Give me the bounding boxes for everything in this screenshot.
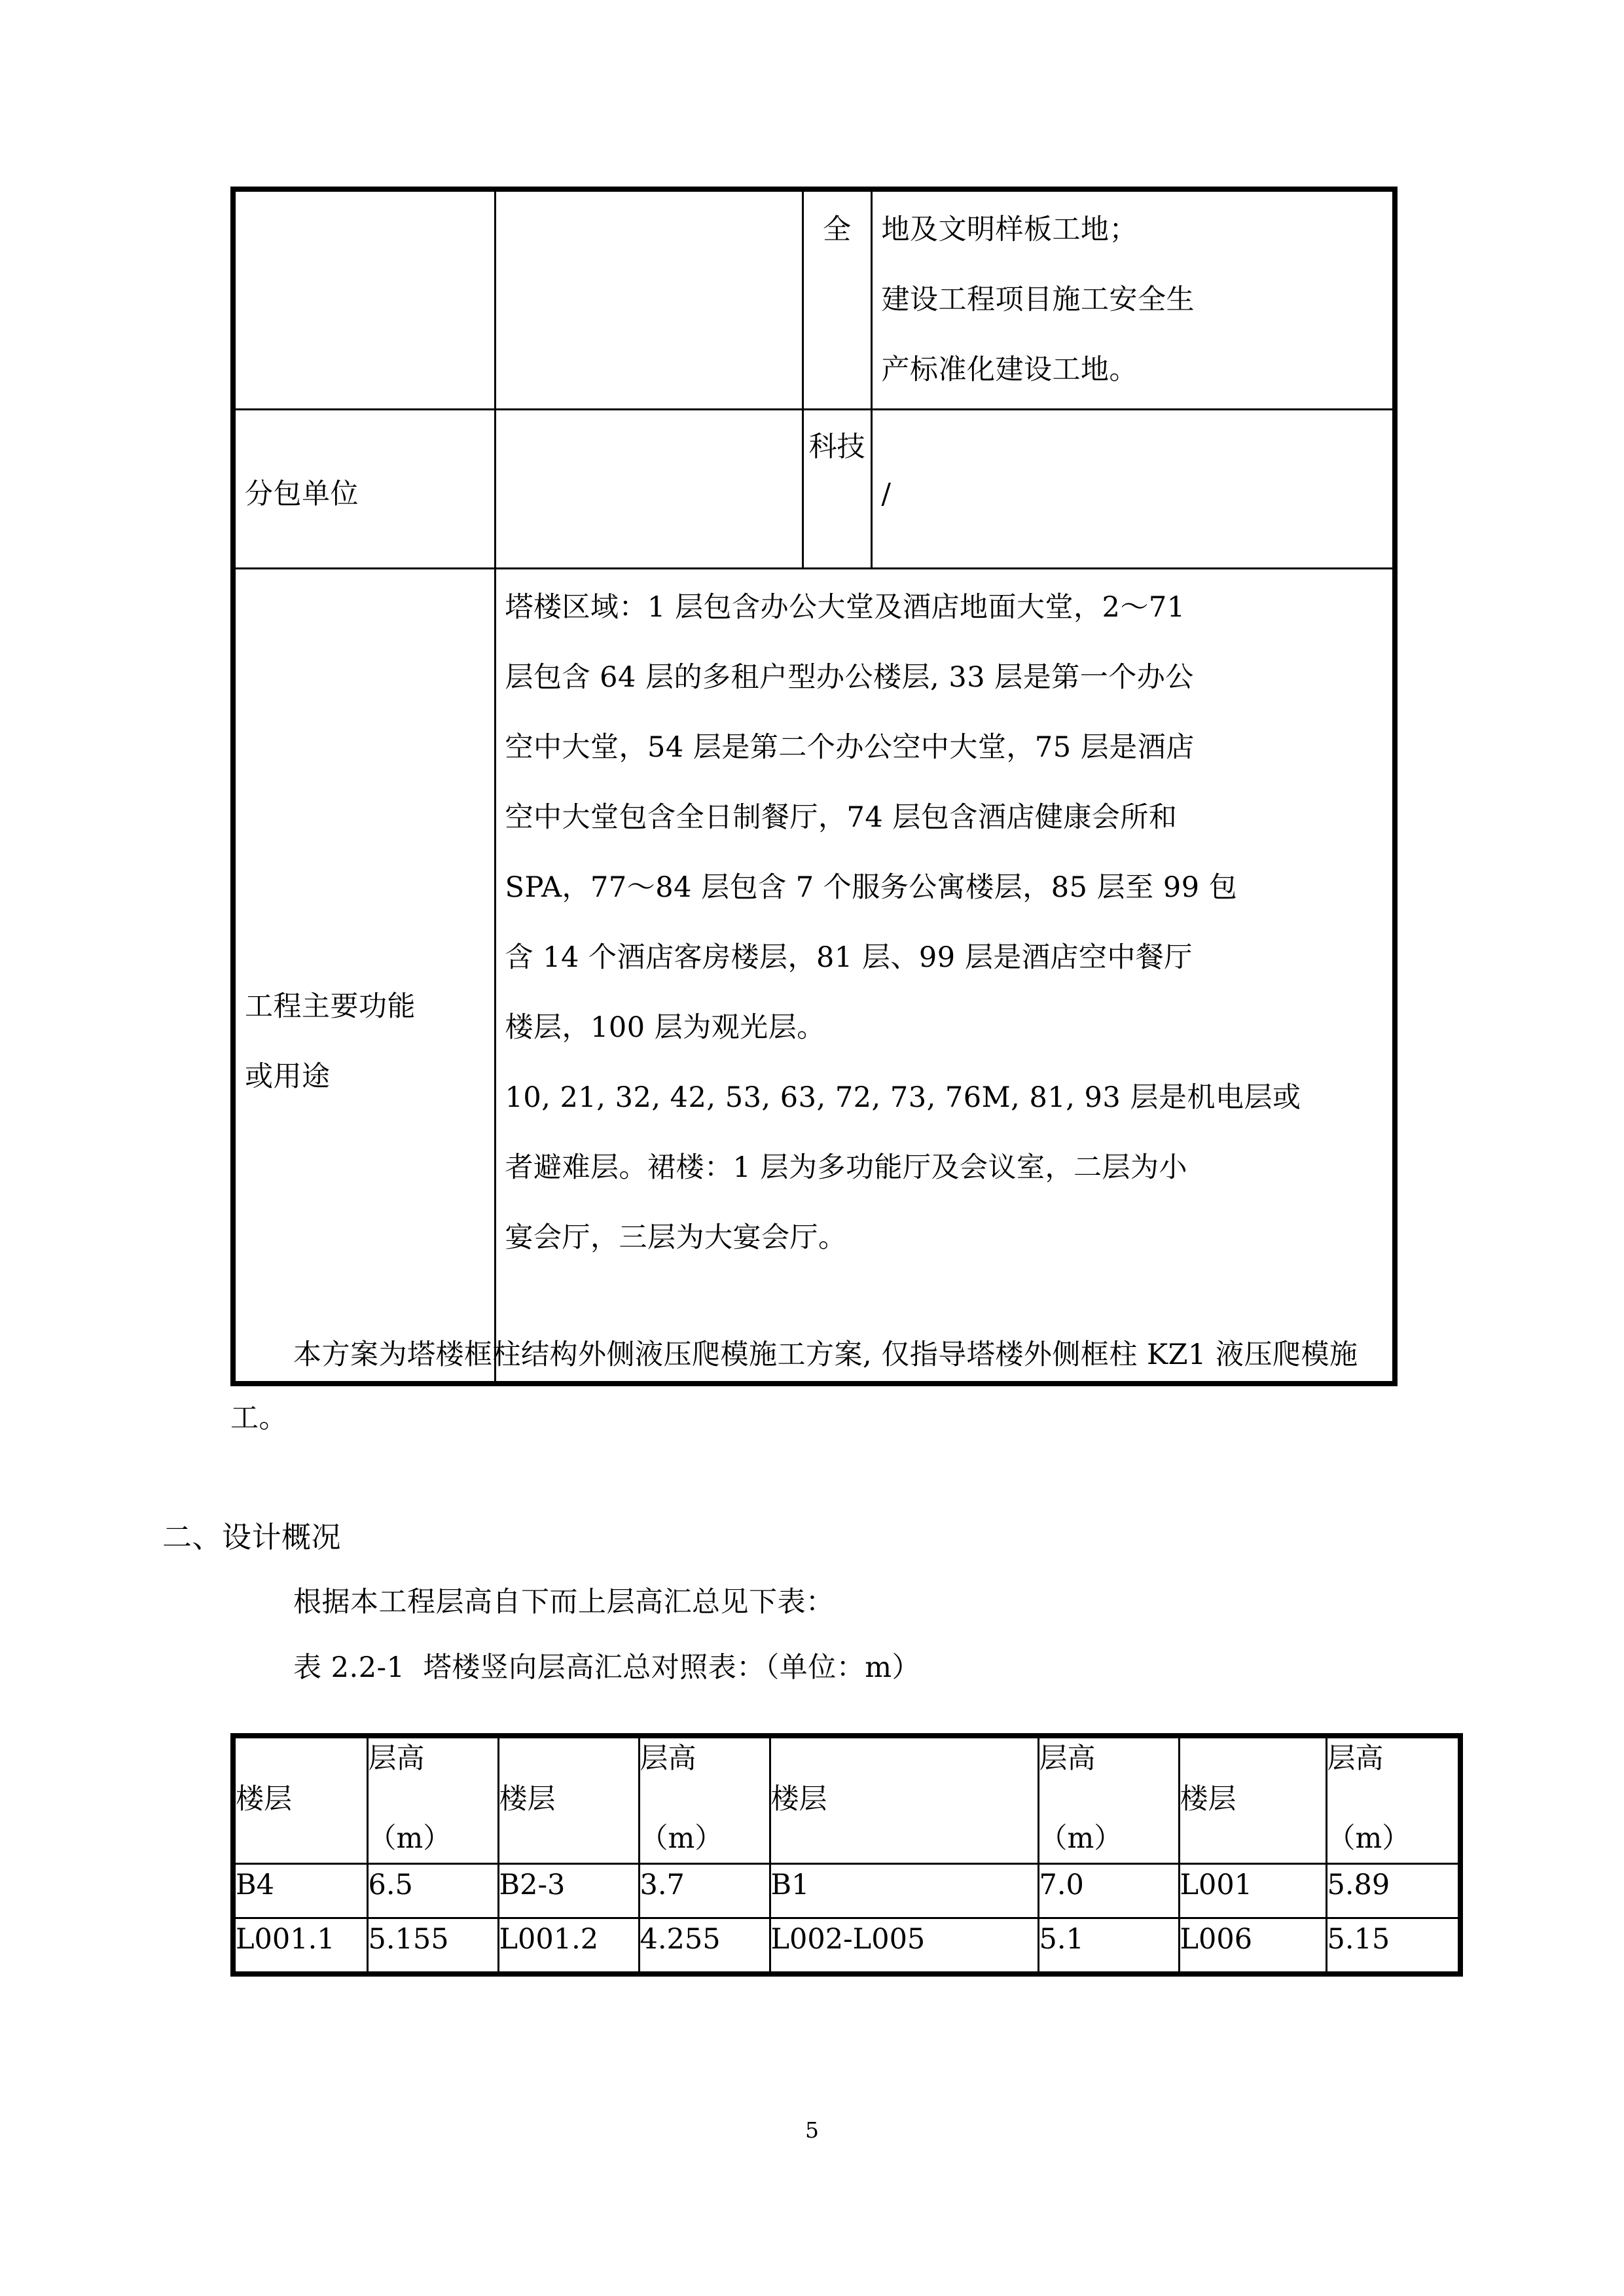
row2-label-line-1: 或用途 [245, 1060, 331, 1093]
row1-height-1: 5.155 [367, 1918, 498, 1975]
row1-value-cell [495, 410, 803, 569]
row0-content-line-0: 地及文明样板工地； [881, 213, 1138, 246]
header-floor-1 [233, 1736, 367, 1864]
header-floor-3 [770, 1736, 1038, 1864]
row0-value [496, 192, 802, 205]
table-row [233, 1864, 1460, 1918]
header-height-line2-4: （m） [1327, 1822, 1411, 1855]
intro-paragraph: 根据本工程层高自下而上层高汇总见下表： [293, 1586, 835, 1619]
row0-value-cell [495, 189, 803, 410]
row1-floor-1: L001.1 [233, 1918, 367, 1975]
header-floor-label-4: 楼层 [1180, 1783, 1236, 1816]
header-height-line2-2: （m） [640, 1822, 723, 1855]
header-height-2 [639, 1736, 770, 1864]
header-height-line1-4: 层高 [1327, 1742, 1384, 1775]
header-floor-label-1: 楼层 [236, 1783, 292, 1816]
table-header-row [233, 1736, 1460, 1864]
row0-height-4: 5.89 [1326, 1864, 1460, 1918]
row0-floor-3: B1 [770, 1864, 1038, 1918]
row2-label-line-0: 工程主要功能 [245, 990, 416, 1023]
row0-height-2: 3.7 [639, 1864, 770, 1918]
row1-content-cell [871, 410, 1395, 569]
row2-content-line-0: 塔楼区域：1 层包含办公大堂及酒店地面大堂，2～71 [505, 591, 1185, 624]
table-row [233, 569, 1395, 1384]
header-height-3 [1038, 1736, 1179, 1864]
row1-category-cell [803, 410, 871, 569]
header-floor-label-3: 楼层 [770, 1783, 827, 1816]
header-height-line2-3: （m） [1039, 1822, 1123, 1855]
row1-height-2: 4.255 [639, 1918, 770, 1975]
row2-content-line-2: 空中大堂，54 层是第二个办公空中大堂，75 层是酒店 [505, 731, 1195, 764]
header-height-1 [367, 1736, 498, 1864]
project-info-table [230, 187, 1398, 1386]
table-caption: 表 2.2-1 塔楼竖向层高汇总对照表：（单位：m） [293, 1651, 921, 1684]
row0-content-line-1: 建设工程项目施工安全生 [881, 283, 1195, 316]
header-floor-2 [498, 1736, 639, 1864]
table-outer-rule [1395, 187, 1398, 1327]
header-height-line1-1: 层高 [368, 1742, 425, 1775]
row0-category: 全 [823, 213, 851, 246]
table-row [233, 1918, 1460, 1975]
row2-content-line-9: 宴会厅，三层为大宴会厅。 [505, 1221, 847, 1254]
row2-content-cell [495, 569, 1395, 1384]
header-height-line1-2: 层高 [640, 1742, 696, 1775]
row2-content-line-7: 10, 21, 32, 42, 53, 63, 72, 73, 76M, 81, 93 层是机电层或 [505, 1081, 1301, 1114]
row2-content-line-1: 层包含 64 层的多租户型办公楼层, 33 层是第一个办公 [505, 661, 1194, 694]
row0-label-cell [233, 189, 495, 410]
row2-content-line-6: 楼层，100 层为观光层。 [505, 1011, 825, 1044]
header-height-line2-1: （m） [368, 1822, 452, 1855]
header-floor-4 [1179, 1736, 1326, 1864]
row0-floor-1: B4 [233, 1864, 367, 1918]
section-heading-design-overview: 二、设计概况 [162, 1520, 342, 1554]
row1-value [496, 410, 802, 423]
row1-height-4: 5.15 [1326, 1918, 1460, 1975]
header-floor-label-2: 楼层 [499, 1783, 556, 1816]
row0-floor-4: L001 [1179, 1864, 1326, 1918]
row1-content-line-0: / [881, 478, 892, 511]
row0-label [236, 192, 494, 205]
row1-label: 分包单位 [245, 478, 359, 511]
row1-floor-2: L001.2 [498, 1918, 639, 1975]
row1-label-cell [233, 410, 495, 569]
row1-height-3: 5.1 [1038, 1918, 1179, 1975]
row0-content-line-2: 产标准化建设工地。 [881, 353, 1138, 386]
row0-category-cell [803, 189, 871, 410]
page-number: 5 [805, 2117, 819, 2143]
row2-content-line-4: SPA，77～84 层包含 7 个服务公寓楼层，85 层至 99 包 [505, 871, 1238, 904]
row0-height-3: 7.0 [1038, 1864, 1179, 1918]
table-row [233, 189, 1395, 410]
row0-content-cell [871, 189, 1395, 410]
row2-label-cell [233, 569, 495, 1384]
row2-content-line-3: 空中大堂包含全日制餐厅，74 层包含酒店健康会所和 [505, 801, 1178, 834]
row2-content-line-5: 含 14 个酒店客房楼层，81 层、99 层是酒店空中餐厅 [505, 941, 1193, 974]
row0-height-1: 6.5 [367, 1864, 498, 1918]
floor-height-table [230, 1733, 1463, 1977]
scope-paragraph: 本方案为塔楼框柱结构外侧液压爬模施工方案, 仅指导塔楼外侧框柱 KZ1 液压爬模施工。 [230, 1338, 1358, 1435]
row1-floor-3: L002-L005 [770, 1918, 1038, 1975]
header-height-line1-3: 层高 [1039, 1742, 1096, 1775]
row1-floor-4: L006 [1179, 1918, 1326, 1975]
row2-content-line-8: 者避难层。裙楼：1 层为多功能厅及会议室，二层为小 [505, 1151, 1188, 1184]
row0-floor-2: B2-3 [498, 1864, 639, 1918]
table-row [233, 410, 1395, 569]
row1-category: 科技 [808, 431, 865, 463]
header-height-4 [1326, 1736, 1460, 1864]
